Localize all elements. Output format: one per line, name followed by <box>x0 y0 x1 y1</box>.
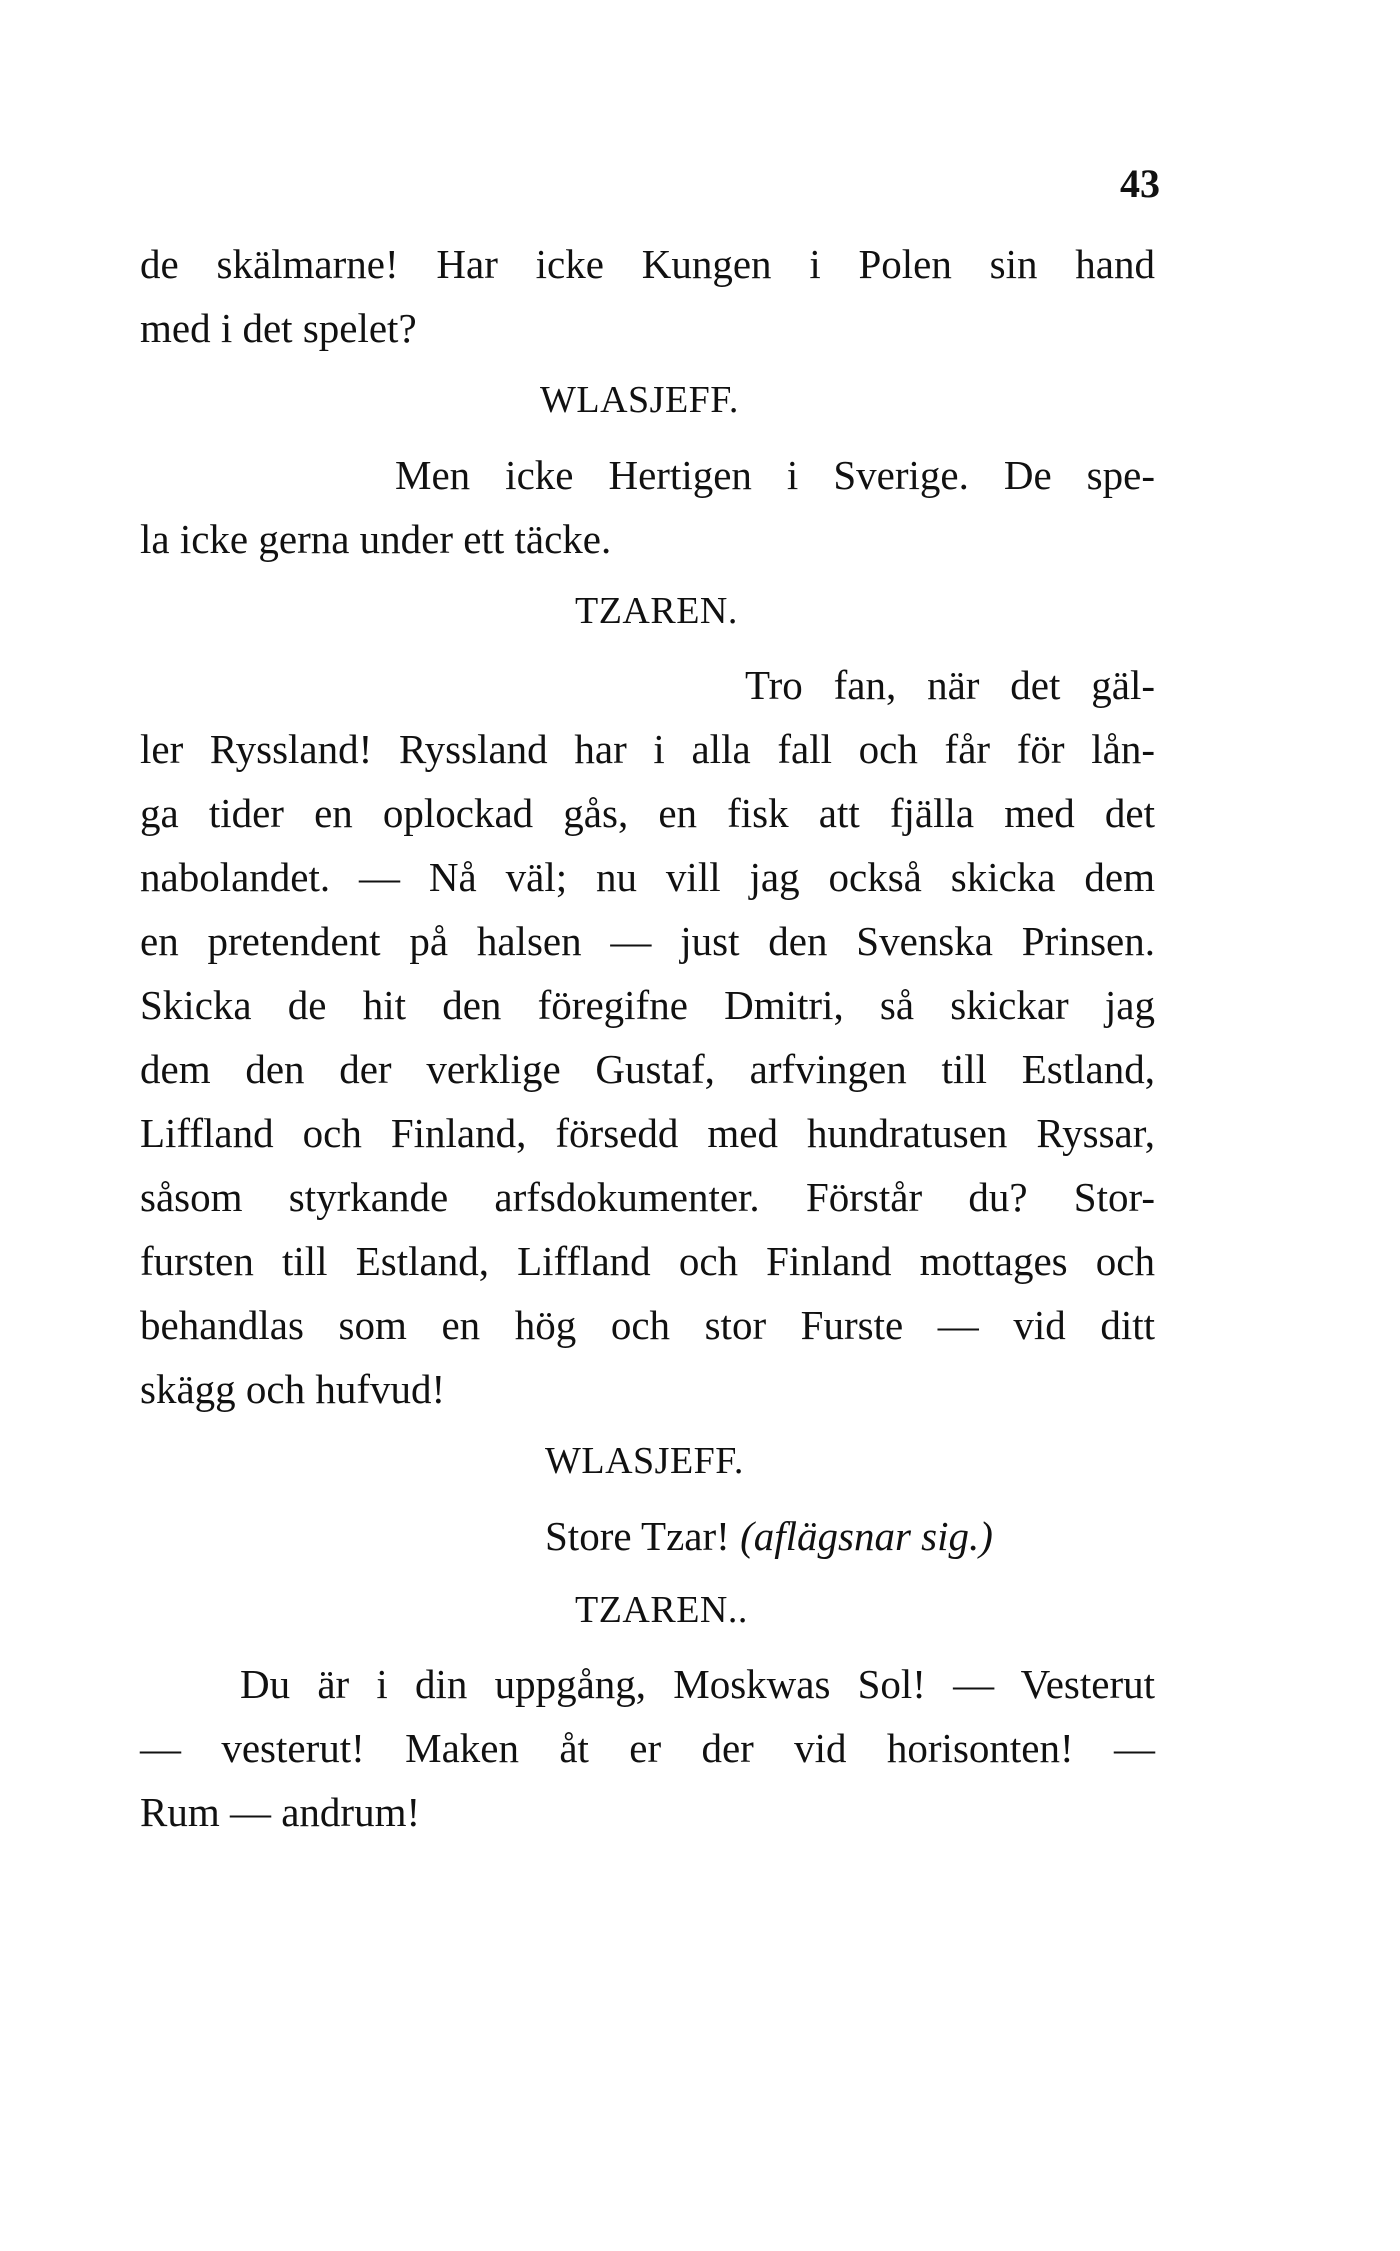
speaker-name: TZAREN.. <box>575 1589 748 1631</box>
text-line: dem den der verklige Gustaf, arfvingen till Estland, <box>140 1046 1155 1092</box>
stage-direction: (aflägsnar sig.) <box>740 1513 993 1559</box>
text-line <box>545 1508 1155 1564</box>
text-line: skägg och hufvud! <box>140 1366 446 1412</box>
text-line: Skicka de hit den föregifne Dmitri, så skickar jag <box>140 982 1155 1028</box>
text-line: de skälmarne! Har icke Kungen i Polen sin hand <box>140 241 1155 287</box>
text-line: fursten till Estland, Liffland och Finland mottages och <box>140 1238 1155 1284</box>
text-line: Liffland och Finland, försedd med hundratusen Ryssar, <box>140 1110 1155 1156</box>
speaker-name: WLASJEFF. <box>545 1440 744 1482</box>
text-line: ga tider en oplockad gås, en fisk att fjälla med det <box>140 790 1155 836</box>
text-line: — vesterut! Maken åt er der vid horisonten! — <box>140 1725 1155 1771</box>
text-line: nabolandet. — Nå väl; nu vill jag också skicka dem <box>140 854 1155 900</box>
text-line: Rum — andrum! <box>140 1789 421 1835</box>
text-line: en pretendent på halsen — just den Svenska Prinsen. <box>140 918 1155 964</box>
speaker-name: TZAREN. <box>575 590 738 632</box>
text-line: behandlas som en hög och stor Furste — vid ditt <box>140 1302 1155 1348</box>
text-line: ler Ryssland! Ryssland har i alla fall och får för lån- <box>140 726 1155 772</box>
speaker-name: WLASJEFF. <box>540 379 739 421</box>
text-line: med i det spelet? <box>140 305 417 351</box>
text-line: Du är i din uppgång, Moskwas Sol! — Vesterut <box>240 1661 1155 1707</box>
text-line: la icke gerna under ett täcke. <box>140 516 612 562</box>
page-number: 43 <box>1120 161 1160 206</box>
text-line: såsom styrkande arfsdokumenter. Förstår du? Stor- <box>140 1174 1155 1220</box>
text-line: Tro fan, när det gäl- <box>745 662 1155 708</box>
text-line: Men icke Hertigen i Sverige. De spe- <box>395 452 1155 498</box>
dialogue-text: Store Tzar! <box>545 1513 730 1559</box>
